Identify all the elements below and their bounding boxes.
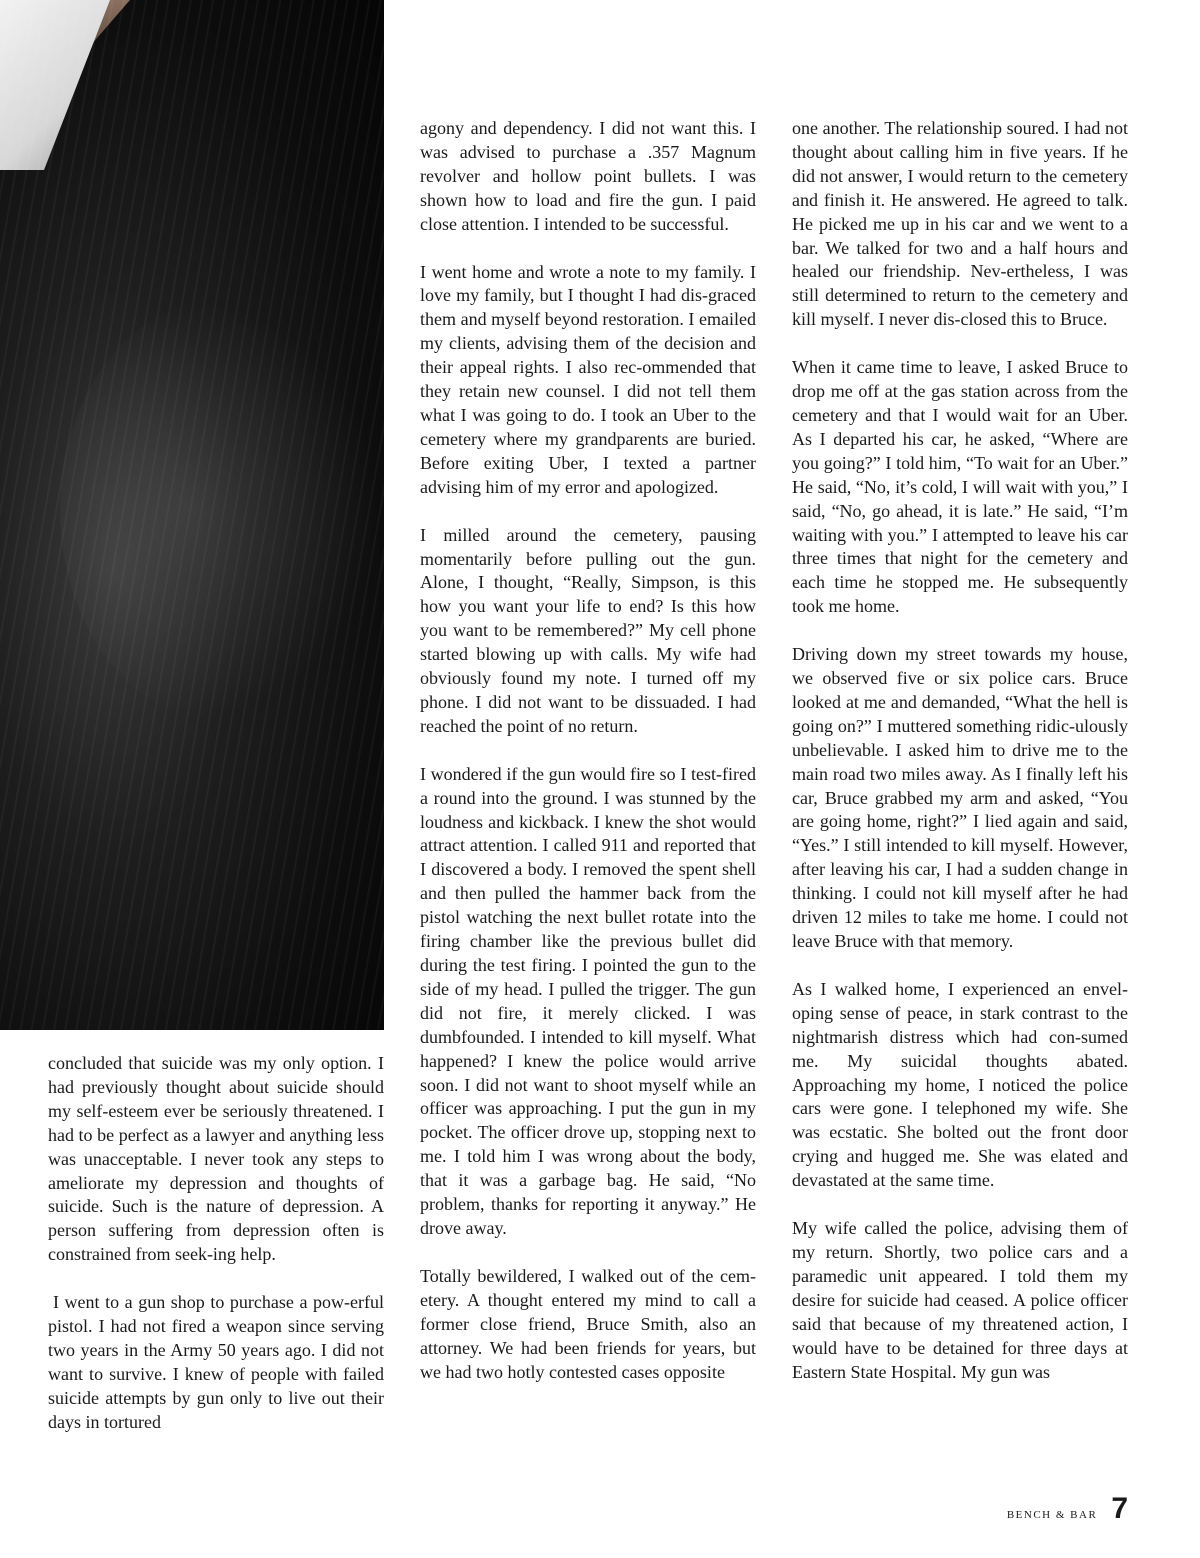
article-column-2 <box>420 117 756 1408</box>
page-number: 7 <box>1111 1492 1128 1525</box>
paragraph: Driving down my street towards my house, we observed five or six police cars. Bruce looked at me and demanded, “What the hell is going on?” I muttered something ridic-ulously unbelievable. I asked him to drive me to the main road two miles away. As I finally left his car, Bruce grabbed my arm and asked, “You are going home, right?” I lied again and said, “Yes.” I still intended to kill myself. However, after leaving his car, I had a sudden change in thinking. I could not kill myself after he had driven 12 miles to take me home. I could not leave Bruce with that memory. <box>792 644 1128 951</box>
paragraph: When it came time to leave, I asked Bruce to drop me off at the gas station across from the cemetery and that I would wait for an Uber. As I departed his car, he asked, “Where are you going?” I told him, “To wait for an Uber.” He said, “No, it’s cold, I will wait with you,” I said, “No, go ahead, it is late.” He said, “I’m waiting with you.” I attempted to leave his car three times that night for the cemetery and each time he stopped me. He subsequently took me home. <box>792 357 1128 617</box>
paragraph: I wondered if the gun would fire so I test-fired a round into the ground. I was stunned by the loudness and kickback. I knew the shot would attract attention. I called 911 and reported that I discovered a body. I removed the spent shell and then pulled the hammer back from the pistol watching the next bullet rotate into the firing chamber like the previous bullet did during the test firing. I pointed the gun to the side of my head. I pulled the trigger. The gun did not fire, it merely clicked. I was dumbfounded. I intended to kill myself. What happened? I knew the police would arrive soon. I did not want to shoot myself while an officer was approaching. I put the gun in my pocket. The officer drove up, stopping next to me. I told him I was wrong about the body, that it was a garbage bag. He said, “No problem, thanks for reporting it anyway.” He drove away. <box>420 763 756 1238</box>
paragraph: Totally bewildered, I walked out of the cem-etery. A thought entered my mind to call a former close friend, Bruce Smith, also an attorney. We had been friends for years, but we had two hotly contested cases opposite <box>420 1265 756 1382</box>
paragraph: one another. The relationship soured. I had not thought about calling him in five years. If he did not answer, I would return to the cemetery and finish it. He answered. He agreed to talk. He picked me up in his car and we went to a bar. We talked for two and a half hours and healed our friendship. Nev-ertheless, I was still determined to return to the cemetery and kill myself. I never dis-closed this to Bruce. <box>792 118 1128 330</box>
page-footer <box>1007 1492 1128 1526</box>
paragraph: My wife called the police, advising them of my return. Shortly, two police cars and a paramedic unit appeared. I told them my desire for suicide had ceased. A police officer said that because of my threatened action, I would have to be detained for three days at Eastern State Hospital. My gun was <box>792 1218 1128 1382</box>
paragraph: agony and dependency. I did not want this. I was advised to purchase a .357 Magnum revolver and hollow point bullets. I was shown how to load and fire the gun. I paid close attention. I intended to be successful. <box>420 118 756 234</box>
article-column-3 <box>792 117 1128 1408</box>
paragraph: I went home and wrote a note to my family. I love my family, but I thought I had dis-graced them and myself beyond restoration. I emailed my clients, advising them of the decision and their appeal rights. I also rec-ommended that they retain new counsel. I did not tell them what I was going to do. I took an Uber to the cemetery where my grandparents are buried. Before exiting Uber, I texted a partner advising him of my error and apologized. <box>420 261 756 497</box>
paragraph: I milled around the cemetery, pausing momentarily before pulling out the gun. Alone, I thought, “Really, Simpson, is this how you want your life to end? Is this how you want to be remembered?” My cell phone started blowing up with calls. My wife had obviously found my note. I turned off my phone. I did not want to be dissuaded. I had reached the point of no return. <box>420 524 756 736</box>
article-column-1 <box>48 1052 384 1459</box>
suit-photo <box>0 0 384 1030</box>
sleeve-fold <box>60 300 380 720</box>
magazine-name: BENCH & BAR <box>1006 1509 1098 1521</box>
paragraph: I went to a gun shop to purchase a pow-erful pistol. I had not fired a weapon since serving two years in the Army 50 years ago. I did not want to survive. I knew of people with failed suicide attempts by gun only to live out their days in tortured <box>48 1292 384 1432</box>
paragraph: As I walked home, I experienced an envel-oping sense of peace, in stark contrast to the nightmarish distress which had con-sumed me. My suicidal thoughts abated. Approaching my home, I noticed the police cars were gone. I telephoned my wife. She was ecstatic. She bolted out the front door crying and hugged me. She was elated and devastated at the same time. <box>792 978 1128 1191</box>
paragraph: concluded that suicide was my only option. I had previously thought about suicide should my self-esteem ever be seriously threatened. I had to be perfect as a lawyer and anything less was unacceptable. I never took any steps to ameliorate my depression and thoughts of suicide. Such is the nature of depression. A person suffering from depression often is constrained from seek-ing help. <box>48 1053 384 1265</box>
